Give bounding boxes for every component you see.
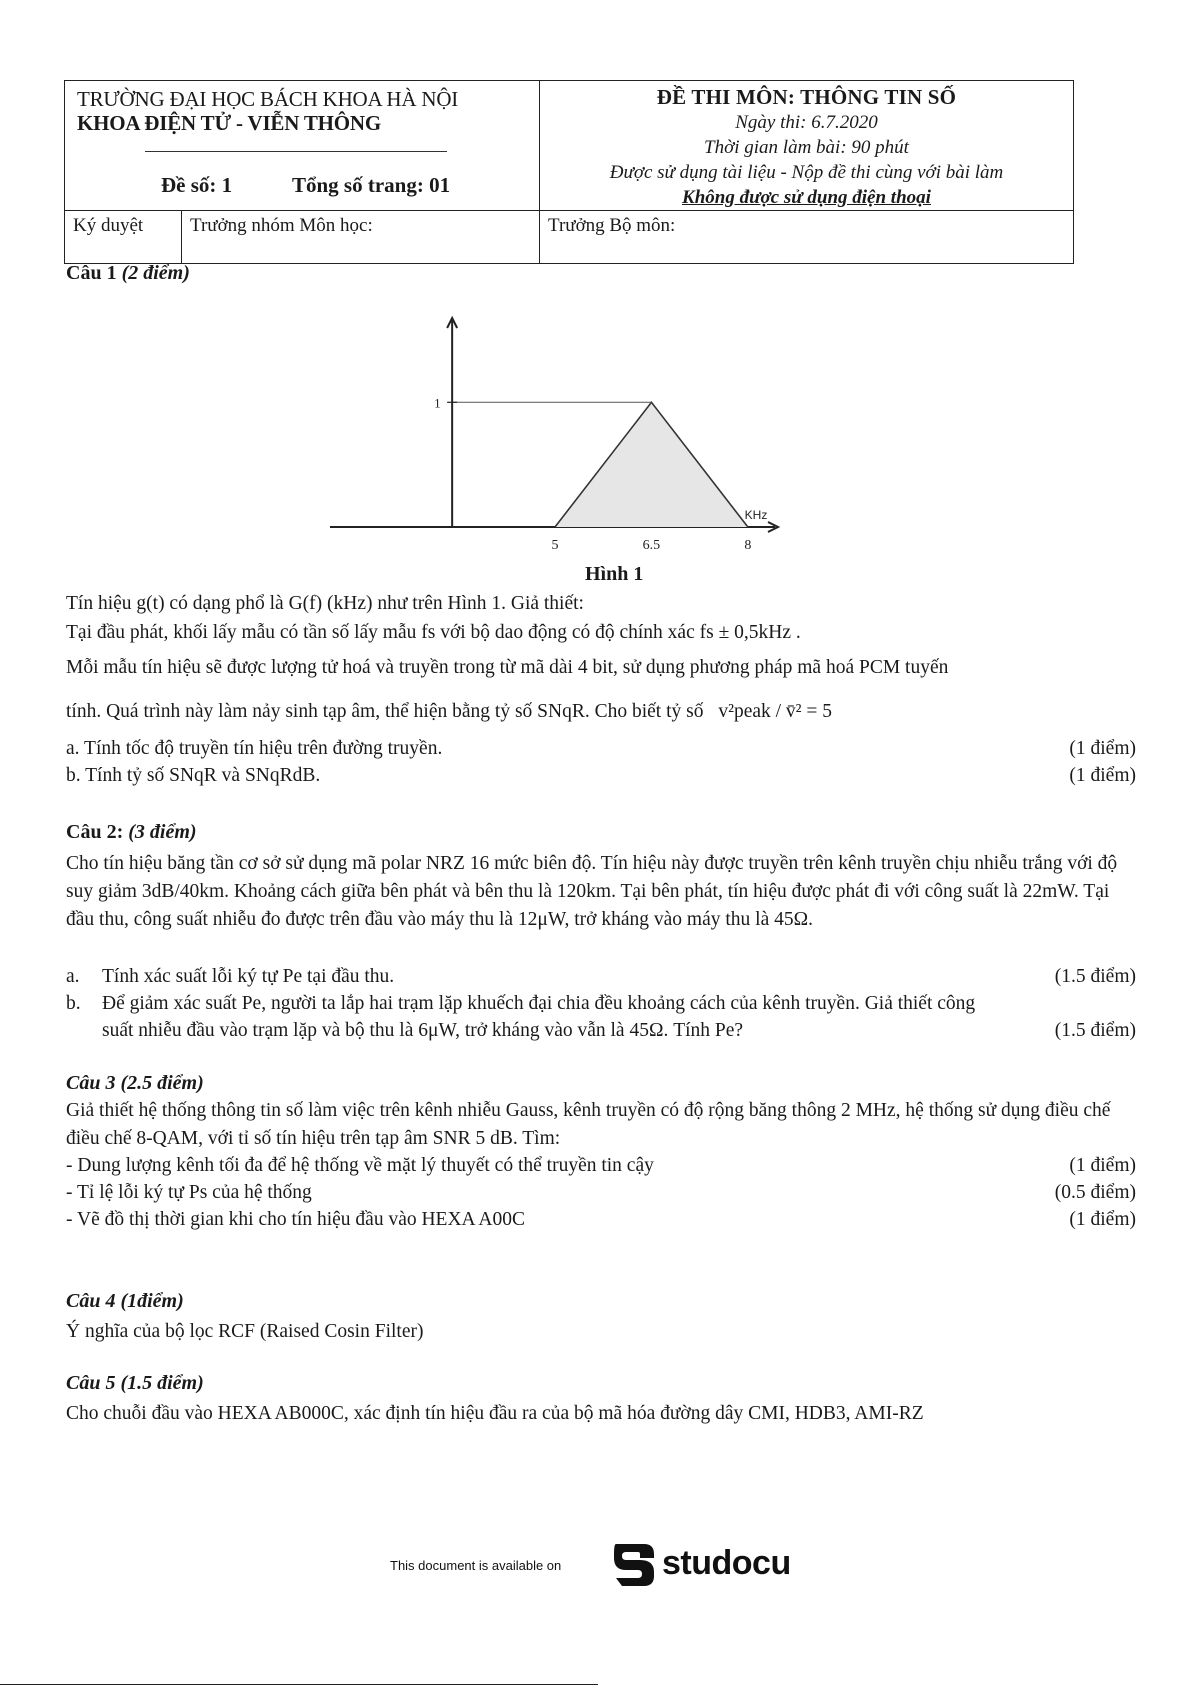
exam-date: Ngày thi: 6.7.2020 <box>735 112 878 133</box>
approval-label: Ký duyệt <box>65 211 182 263</box>
exam-code: Đề số: 1 <box>161 173 233 197</box>
school-name: TRƯỜNG ĐẠI HỌC BÁCH KHOA HÀ NỘI <box>77 87 459 111</box>
q2-part-b-label: b. <box>66 993 81 1014</box>
course-lead-label: Trưởng nhóm Môn học: <box>190 215 373 236</box>
question-2-title: Câu 2: <box>66 821 124 843</box>
q5-body: Cho chuỗi đầu vào HEXA AB000C, xác định tín hiệu đầu ra của bộ mã hóa đường dây CMI, HDB3, AMI-RZ <box>66 1403 924 1424</box>
header-right-cell <box>540 81 1074 211</box>
q1-part-b-points: (1 điểm) <box>1069 765 1136 786</box>
q1-ratio: v²peak / v̄² = 5 <box>718 701 833 722</box>
q1-part-b-text: b. Tính tỷ số SNqR và SNqRdB. <box>66 765 321 786</box>
faculty-name: KHOA ĐIỆN TỬ - VIỄN THÔNG <box>77 111 382 135</box>
approval-cells <box>65 211 540 264</box>
q3-item-points: (0.5 điểm) <box>1054 1182 1136 1203</box>
q2-part-b-text: Để giảm xác suất Pe, người ta lắp hai trạm lặp khuếch đại chia đều khoảng cách của kênh truyền. Giả thiết công suất nhiễu đầu vào trạm lặp và bộ thu là 6μW, trở kháng vào vẫn là 45Ω. Tính Pe? <box>102 993 976 1041</box>
q1-part-a <box>66 738 1136 760</box>
q1-part-b <box>66 765 1136 787</box>
x-tick-label: 8 <box>744 538 752 553</box>
exam-duration: Thời gian làm bài: 90 phút <box>704 137 909 158</box>
department-head-label: Trưởng Bộ môn: <box>548 215 676 236</box>
q2-body: Cho tín hiệu băng tần cơ sở sử dụng mã polar NRZ 16 mức biên độ. Tín hiệu này được truyền trên kênh truyền chịu nhiễu trắng với độ suy giảm 3dB/40km. Khoảng cách giữa bên phát và bên thu là 120km. Tại bên phát, tín hiệu được phát đi với công suất là 22mW. Tại đầu thu, công suất nhiễu đo được trên đầu vào máy thu là 12μW, trở kháng vào máy thu là 45Ω. <box>66 853 1118 930</box>
q3-item <box>66 1182 1136 1204</box>
exam-phone-rule: Không được sử dụng điện thoại <box>682 187 931 208</box>
question-1-heading <box>66 262 190 285</box>
page-count: Tổng số trang: 01 <box>292 173 451 197</box>
q1-line-2: Tại đầu phát, khối lấy mẫu có tần số lấy mẫu fs với bộ dao động có độ chính xác fs ± 0,5kHz . <box>66 622 801 643</box>
q3-item-points: (1 điểm) <box>1069 1155 1136 1176</box>
q1-line-4 <box>66 698 1132 726</box>
exam-header <box>64 80 1074 264</box>
q3-item-text: - Dung lượng kênh tối đa để hệ thống về mặt lý thuyết có thể truyền tin cậy <box>66 1155 654 1176</box>
q2-part-a-points: (1.5 điểm) <box>1054 966 1136 987</box>
x-tick-label: 6.5 <box>642 538 661 553</box>
studocu-footer <box>390 1538 810 1598</box>
question-5-heading: Câu 5 (1.5 điểm) <box>66 1372 204 1394</box>
y-tick-label: 1 <box>434 395 441 411</box>
header-divider <box>145 151 447 152</box>
question-2-points: (3 điểm) <box>128 821 197 843</box>
figure-caption: Hình 1 <box>585 563 644 585</box>
q4-body: Ý nghĩa của bộ lọc RCF (Raised Cosin Filter) <box>66 1321 424 1342</box>
q3-item-points: (1 điểm) <box>1069 1209 1136 1230</box>
header-left-cell <box>65 81 540 211</box>
q2-part-a-label: a. <box>66 966 80 987</box>
q1-part-a-text: a. Tính tốc độ truyền tín hiệu trên đường truyền. <box>66 738 443 759</box>
spectrum-fill <box>555 402 748 527</box>
q2-part-b-points: (1.5 điểm) <box>1054 1020 1136 1041</box>
department-head-cell <box>540 211 1074 264</box>
q3-item-text: - Tỉ lệ lỗi ký tự Ps của hệ thống <box>66 1182 312 1203</box>
question-2-heading <box>66 821 197 844</box>
studocu-logo-icon <box>610 1540 656 1588</box>
question-1-points: (2 điểm) <box>121 262 190 284</box>
q3-body: Giả thiết hệ thống thông tin số làm việc trên kênh nhiễu Gauss, kênh truyền có độ rộng băng thông 2 MHz, hệ thống sử dụng điều chế điều chế 8-QAM, với tỉ số tín hiệu trên tạp âm SNR 5 dB. Tìm: <box>66 1100 1111 1149</box>
q1-line-4-text: tính. Quá trình này làm nảy sinh tạp âm, thể hiện bằng tỷ số SNqR. Cho biết tỷ số <box>66 701 704 722</box>
question-1-title: Câu 1 <box>66 262 117 284</box>
q3-item-text: - Vẽ đồ thị thời gian khi cho tín hiệu đầu vào HEXA A00C <box>66 1209 525 1230</box>
question-4-heading: Câu 4 (1điểm) <box>66 1290 184 1312</box>
footer-available-text: This document is available on <box>390 1558 562 1573</box>
q2-part-a <box>66 963 1136 990</box>
q1-line-1: Tín hiệu g(t) có dạng phổ là G(f) (kHz) như trên Hình 1. Giả thiết: <box>66 593 584 614</box>
q1-part-a-points: (1 điểm) <box>1069 738 1136 759</box>
q3-item <box>66 1209 1136 1231</box>
exam-rules: Được sử dụng tài liệu - Nộp đề thi cùng với bài làm <box>609 162 1004 183</box>
q3-item <box>66 1155 1136 1177</box>
question-3-heading: Câu 3 (2.5 điểm) <box>66 1072 204 1094</box>
q2-part-b <box>66 990 1136 1044</box>
q2-part-a-text: Tính xác suất lỗi ký tự Pe tại đầu thu. <box>102 966 395 987</box>
exam-title: ĐỀ THI MÔN: THÔNG TIN SỐ <box>656 85 957 109</box>
q1-line-3: Mỗi mẫu tín hiệu sẽ được lượng tử hoá và truyền trong từ mã dài 4 bit, sử dụng phương pháp mã hoá PCM tuyến <box>66 657 949 678</box>
studocu-brand: studocu <box>662 1544 791 1582</box>
spectrum-chart <box>330 315 850 560</box>
x-tick-label: 5 <box>551 538 559 553</box>
x-axis-label: KHz <box>744 508 768 522</box>
